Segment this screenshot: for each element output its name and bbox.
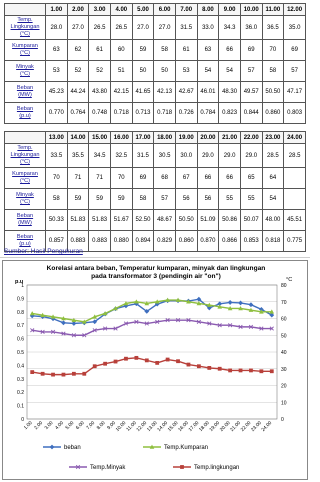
right-tick-label: 10 — [281, 400, 287, 407]
data-point — [259, 369, 263, 373]
legend-label: beban — [64, 445, 81, 452]
value-cell: 32.5 — [110, 144, 132, 168]
value-cell: 69 — [240, 40, 262, 61]
header-corner-cell — [5, 132, 46, 144]
right-axis-label: °C — [286, 277, 293, 283]
value-cell: 48.67 — [154, 210, 176, 231]
x-tick-label: 21.00 — [229, 420, 242, 433]
value-cell: 48.30 — [219, 82, 241, 103]
value-cell: 53 — [175, 61, 197, 82]
data-point — [176, 359, 180, 363]
header-row — [5, 132, 306, 144]
left-tick-label: 0.6 — [17, 336, 24, 343]
value-cell: 29.0 — [240, 144, 262, 168]
value-cell: 58 — [154, 40, 176, 61]
correlation-chart — [2, 260, 308, 480]
data-point — [145, 358, 149, 362]
table-row — [5, 82, 306, 103]
data-point — [72, 372, 76, 376]
value-cell: 33.0 — [197, 16, 219, 40]
value-cell: 50 — [154, 61, 176, 82]
value-cell: 50.86 — [219, 210, 241, 231]
divider — [0, 257, 310, 258]
x-tick-label: 14.00 — [157, 420, 170, 433]
value-cell: 50.33 — [46, 210, 68, 231]
value-cell: 55 — [240, 189, 262, 210]
hour-header-cell: 3.00 — [89, 4, 111, 16]
x-tick-label: 7.00 — [85, 420, 97, 432]
value-cell: 0.860 — [175, 231, 197, 252]
value-cell: 30.5 — [154, 144, 176, 168]
value-cell: 57 — [284, 61, 306, 82]
value-cell: 50.50 — [175, 210, 197, 231]
x-tick-label: 12.00 — [136, 420, 149, 433]
value-cell: 0.718 — [154, 103, 176, 124]
value-cell: 61 — [89, 40, 111, 61]
row-label-cell: Minyak (°C) — [5, 189, 46, 210]
value-cell: 44.24 — [67, 82, 89, 103]
value-cell: 28.0 — [46, 16, 68, 40]
value-cell: 64 — [262, 168, 284, 189]
left-tick-label: 0.5 — [17, 350, 24, 356]
data-point — [114, 360, 118, 364]
x-tick-label: 18.00 — [198, 420, 211, 433]
value-cell: 51.67 — [110, 210, 132, 231]
right-tick-label: 40 — [281, 350, 287, 356]
legend-label: Temp.lingkungan — [194, 465, 240, 472]
hour-header-cell: 24.00 — [284, 132, 306, 144]
table-row — [5, 40, 306, 61]
data-point — [166, 358, 170, 362]
x-tick-label: 23.00 — [250, 420, 263, 433]
x-tick-label: 5.00 — [65, 420, 76, 432]
table-row — [5, 16, 306, 40]
value-cell: 27.0 — [67, 16, 89, 40]
x-tick-label: 10.00 — [115, 420, 128, 433]
data-table-hours-1-12 — [4, 3, 306, 124]
series-line-temp-lingkungan — [32, 358, 272, 375]
value-cell: 54 — [262, 189, 284, 210]
value-cell: 0.713 — [132, 103, 154, 124]
hour-header-cell: 22.00 — [240, 132, 262, 144]
value-cell: 48.00 — [262, 210, 284, 231]
left-tick-label: 0.4 — [17, 363, 24, 370]
value-cell: 60 — [110, 40, 132, 61]
value-cell: 27.0 — [132, 16, 154, 40]
value-cell: 56 — [175, 189, 197, 210]
value-cell: 51 — [110, 61, 132, 82]
hour-header-cell: 18.00 — [154, 132, 176, 144]
value-cell: 0.883 — [89, 231, 111, 252]
x-tick-label: 16.00 — [177, 420, 190, 433]
value-cell: 66 — [219, 40, 241, 61]
x-tick-label: 3.00 — [44, 420, 55, 432]
x-tick-label: 20.00 — [219, 420, 232, 433]
value-cell: 71 — [67, 168, 89, 189]
value-cell: 59 — [89, 189, 111, 210]
value-cell: 0.860 — [262, 103, 284, 124]
left-tick-label: 0.8 — [17, 309, 24, 316]
value-cell: 0.718 — [110, 103, 132, 124]
value-cell: 63 — [197, 40, 219, 61]
table-row — [5, 103, 306, 124]
x-tick-label: 4.00 — [54, 420, 65, 432]
value-cell: 0.770 — [46, 103, 68, 124]
value-cell: 63 — [46, 40, 68, 61]
value-cell: 69 — [284, 40, 306, 61]
value-cell: 0.857 — [46, 231, 68, 252]
value-cell: 51.09 — [197, 210, 219, 231]
value-cell: 0.844 — [240, 103, 262, 124]
value-cell: 52 — [67, 61, 89, 82]
value-cell: 50 — [132, 61, 154, 82]
value-cell: 0.784 — [197, 103, 219, 124]
table-row — [5, 189, 306, 210]
data-point — [238, 301, 243, 306]
value-cell: 66 — [219, 168, 241, 189]
value-cell: 55 — [219, 189, 241, 210]
data-point — [207, 366, 211, 370]
value-cell: 31.5 — [175, 16, 197, 40]
value-cell: 53 — [46, 61, 68, 82]
value-cell: 52.50 — [132, 210, 154, 231]
value-cell: 42.67 — [175, 82, 197, 103]
value-cell: 54 — [219, 61, 241, 82]
value-cell: 57 — [154, 189, 176, 210]
value-cell: 66 — [197, 168, 219, 189]
value-cell: 62 — [67, 40, 89, 61]
right-tick-label: 30 — [281, 366, 287, 373]
value-cell: 42.13 — [154, 82, 176, 103]
value-cell: 36.5 — [262, 16, 284, 40]
value-cell: 0.764 — [67, 103, 89, 124]
value-cell: 0.870 — [197, 231, 219, 252]
value-cell: 45.51 — [284, 210, 306, 231]
hour-header-cell: 17.00 — [132, 132, 154, 144]
value-cell: 0.775 — [284, 231, 306, 252]
table-row — [5, 168, 306, 189]
value-cell: 0.748 — [89, 103, 111, 124]
value-cell: 59 — [132, 40, 154, 61]
value-cell: 67 — [175, 168, 197, 189]
value-cell: 29.0 — [197, 144, 219, 168]
value-cell: 0.853 — [240, 231, 262, 252]
data-point — [228, 300, 233, 305]
value-cell: 57 — [240, 61, 262, 82]
data-point — [41, 372, 45, 376]
x-tick-label: 1.00 — [23, 420, 34, 432]
row-label-cell: Beban (p.u) — [5, 103, 46, 124]
value-cell: 59 — [67, 189, 89, 210]
value-cell: 34.3 — [219, 16, 241, 40]
value-cell: 52 — [89, 61, 111, 82]
value-cell: 46.01 — [197, 82, 219, 103]
row-label-cell: Kumparan (°C) — [5, 40, 46, 61]
x-tick-label: 8.00 — [96, 420, 107, 432]
hour-header-cell: 11.00 — [262, 4, 284, 16]
hour-header-cell: 20.00 — [197, 132, 219, 144]
hour-header-cell: 23.00 — [262, 132, 284, 144]
data-point — [82, 372, 86, 376]
hour-header-cell: 5.00 — [132, 4, 154, 16]
hour-header-cell: 7.00 — [175, 4, 197, 16]
value-cell: 0.818 — [262, 231, 284, 252]
value-cell: 54 — [197, 61, 219, 82]
row-label-cell: Temp. Lingkungan (°C) — [5, 144, 46, 168]
row-label-cell: Beban (MW) — [5, 82, 46, 103]
data-point — [61, 320, 66, 325]
data-point — [249, 369, 253, 373]
value-cell: 58 — [262, 61, 284, 82]
hour-header-cell: 9.00 — [219, 4, 241, 16]
chart-title: Korelasi antara beban, Temperatur kumparan, minyak dan lingkungan — [46, 265, 266, 272]
header-corner-cell — [5, 4, 46, 16]
value-cell: 58 — [132, 189, 154, 210]
legend-marker — [180, 465, 184, 469]
value-cell: 36.0 — [240, 16, 262, 40]
value-cell: 43.80 — [89, 82, 111, 103]
value-cell: 65 — [240, 168, 262, 189]
data-point — [228, 369, 232, 373]
value-cell: 59 — [110, 189, 132, 210]
value-cell: 0.880 — [110, 231, 132, 252]
value-cell: 58 — [46, 189, 68, 210]
left-tick-label: 0.2 — [17, 390, 24, 397]
left-tick-label: 0.3 — [17, 376, 24, 383]
right-tick-label: 80 — [281, 283, 287, 289]
empty-cell — [284, 189, 306, 210]
hour-header-cell: 16.00 — [110, 132, 132, 144]
row-label-cell: Kumparan (°C) — [5, 168, 46, 189]
header-row — [5, 4, 306, 16]
value-cell: 42.15 — [110, 82, 132, 103]
legend-marker — [50, 445, 55, 450]
hour-header-cell: 1.00 — [46, 4, 68, 16]
table-row — [5, 144, 306, 168]
right-tick-label: 70 — [281, 299, 287, 306]
hour-header-cell: 4.00 — [110, 4, 132, 16]
data-point — [134, 356, 138, 360]
value-cell: 0.803 — [284, 103, 306, 124]
hour-header-cell: 12.00 — [284, 4, 306, 16]
data-point — [187, 363, 191, 367]
left-tick-label: 0.1 — [17, 403, 24, 410]
value-cell: 71 — [89, 168, 111, 189]
data-point — [124, 357, 128, 361]
empty-cell — [284, 168, 306, 189]
left-axis-label: p.u — [15, 279, 24, 285]
value-cell: 0.866 — [219, 231, 241, 252]
row-label-cell: Beban (p.u) — [5, 231, 46, 252]
value-cell: 49.57 — [240, 82, 262, 103]
value-cell: 35.5 — [67, 144, 89, 168]
x-tick-label: 22.00 — [240, 420, 253, 433]
row-label-cell: Temp. Lingkungan (°C) — [5, 16, 46, 40]
data-point — [218, 367, 222, 371]
value-cell: 28.5 — [284, 144, 306, 168]
value-cell: 26.5 — [110, 16, 132, 40]
value-cell: 68 — [154, 168, 176, 189]
value-cell: 0.823 — [219, 103, 241, 124]
right-tick-label: 20 — [281, 383, 287, 390]
x-tick-label: 2.00 — [33, 420, 45, 432]
value-cell: 29.0 — [219, 144, 241, 168]
x-tick-label: 24.00 — [261, 420, 274, 433]
x-tick-label: 17.00 — [188, 420, 201, 433]
x-tick-label: 11.00 — [126, 420, 138, 433]
value-cell: 0.726 — [175, 103, 197, 124]
row-label-cell: Beban (MW) — [5, 210, 46, 231]
hour-header-cell: 14.00 — [67, 132, 89, 144]
chart-title: pada transformator 3 (pendingin air "on") — [91, 273, 221, 280]
hour-header-cell: 8.00 — [197, 4, 219, 16]
hour-header-cell: 6.00 — [154, 4, 176, 16]
data-point — [239, 369, 243, 373]
data-point — [51, 373, 55, 377]
value-cell: 34.5 — [89, 144, 111, 168]
value-cell: 61 — [175, 40, 197, 61]
data-point — [103, 362, 107, 366]
data-point — [270, 369, 274, 373]
x-tick-label: 13.00 — [146, 420, 159, 433]
data-point — [62, 373, 66, 377]
data-table-hours-13-24 — [4, 131, 306, 252]
x-tick-label: 19.00 — [209, 420, 222, 433]
data-point — [197, 364, 201, 368]
value-cell: 41.65 — [132, 82, 154, 103]
legend-label: Temp.Kumparan — [164, 445, 209, 452]
hour-header-cell: 15.00 — [89, 132, 111, 144]
data-point — [249, 302, 254, 307]
value-cell: 70 — [110, 168, 132, 189]
value-cell: 27.0 — [154, 16, 176, 40]
value-cell: 45.23 — [46, 82, 68, 103]
value-cell: 50.07 — [240, 210, 262, 231]
value-cell: 26.5 — [89, 16, 111, 40]
value-cell: 51.83 — [67, 210, 89, 231]
table-row — [5, 210, 306, 231]
value-cell: 28.5 — [262, 144, 284, 168]
legend-label: Temp.Minyak — [90, 465, 126, 472]
data-point — [155, 361, 159, 365]
value-cell: 0.883 — [67, 231, 89, 252]
hour-header-cell: 19.00 — [175, 132, 197, 144]
row-label-cell: Minyak (°C) — [5, 61, 46, 82]
right-tick-label: 60 — [281, 316, 287, 323]
value-cell: 33.5 — [46, 144, 68, 168]
x-tick-label: 9.00 — [106, 420, 117, 432]
hour-header-cell: 2.00 — [67, 4, 89, 16]
table-row — [5, 61, 306, 82]
value-cell: 70 — [46, 168, 68, 189]
right-tick-label: 50 — [281, 333, 287, 340]
left-tick-label: 0.7 — [17, 323, 24, 330]
right-tick-label: 0 — [281, 417, 284, 423]
value-cell: 0.894 — [132, 231, 154, 252]
source-note: Sumber: Hasil Pengukuran — [4, 248, 83, 255]
value-cell: 47.17 — [284, 82, 306, 103]
data-point — [30, 370, 34, 374]
hour-header-cell: 13.00 — [46, 132, 68, 144]
value-cell: 51.83 — [89, 210, 111, 231]
data-point — [93, 364, 97, 368]
value-cell: 31.5 — [132, 144, 154, 168]
value-cell: 0.829 — [154, 231, 176, 252]
value-cell: 50.50 — [262, 82, 284, 103]
left-tick-label: 0 — [21, 417, 24, 423]
value-cell: 70 — [262, 40, 284, 61]
value-cell: 30.0 — [175, 144, 197, 168]
value-cell: 56 — [197, 189, 219, 210]
x-tick-label: 15.00 — [167, 420, 180, 433]
value-cell: 69 — [132, 168, 154, 189]
hour-header-cell: 10.00 — [240, 4, 262, 16]
value-cell: 35.0 — [284, 16, 306, 40]
chart-canvas — [3, 261, 309, 481]
x-tick-label: 6.00 — [75, 420, 86, 432]
left-tick-label: 0.9 — [17, 296, 24, 303]
hour-header-cell: 21.00 — [219, 132, 241, 144]
left-tick-label: 1 — [21, 283, 24, 289]
